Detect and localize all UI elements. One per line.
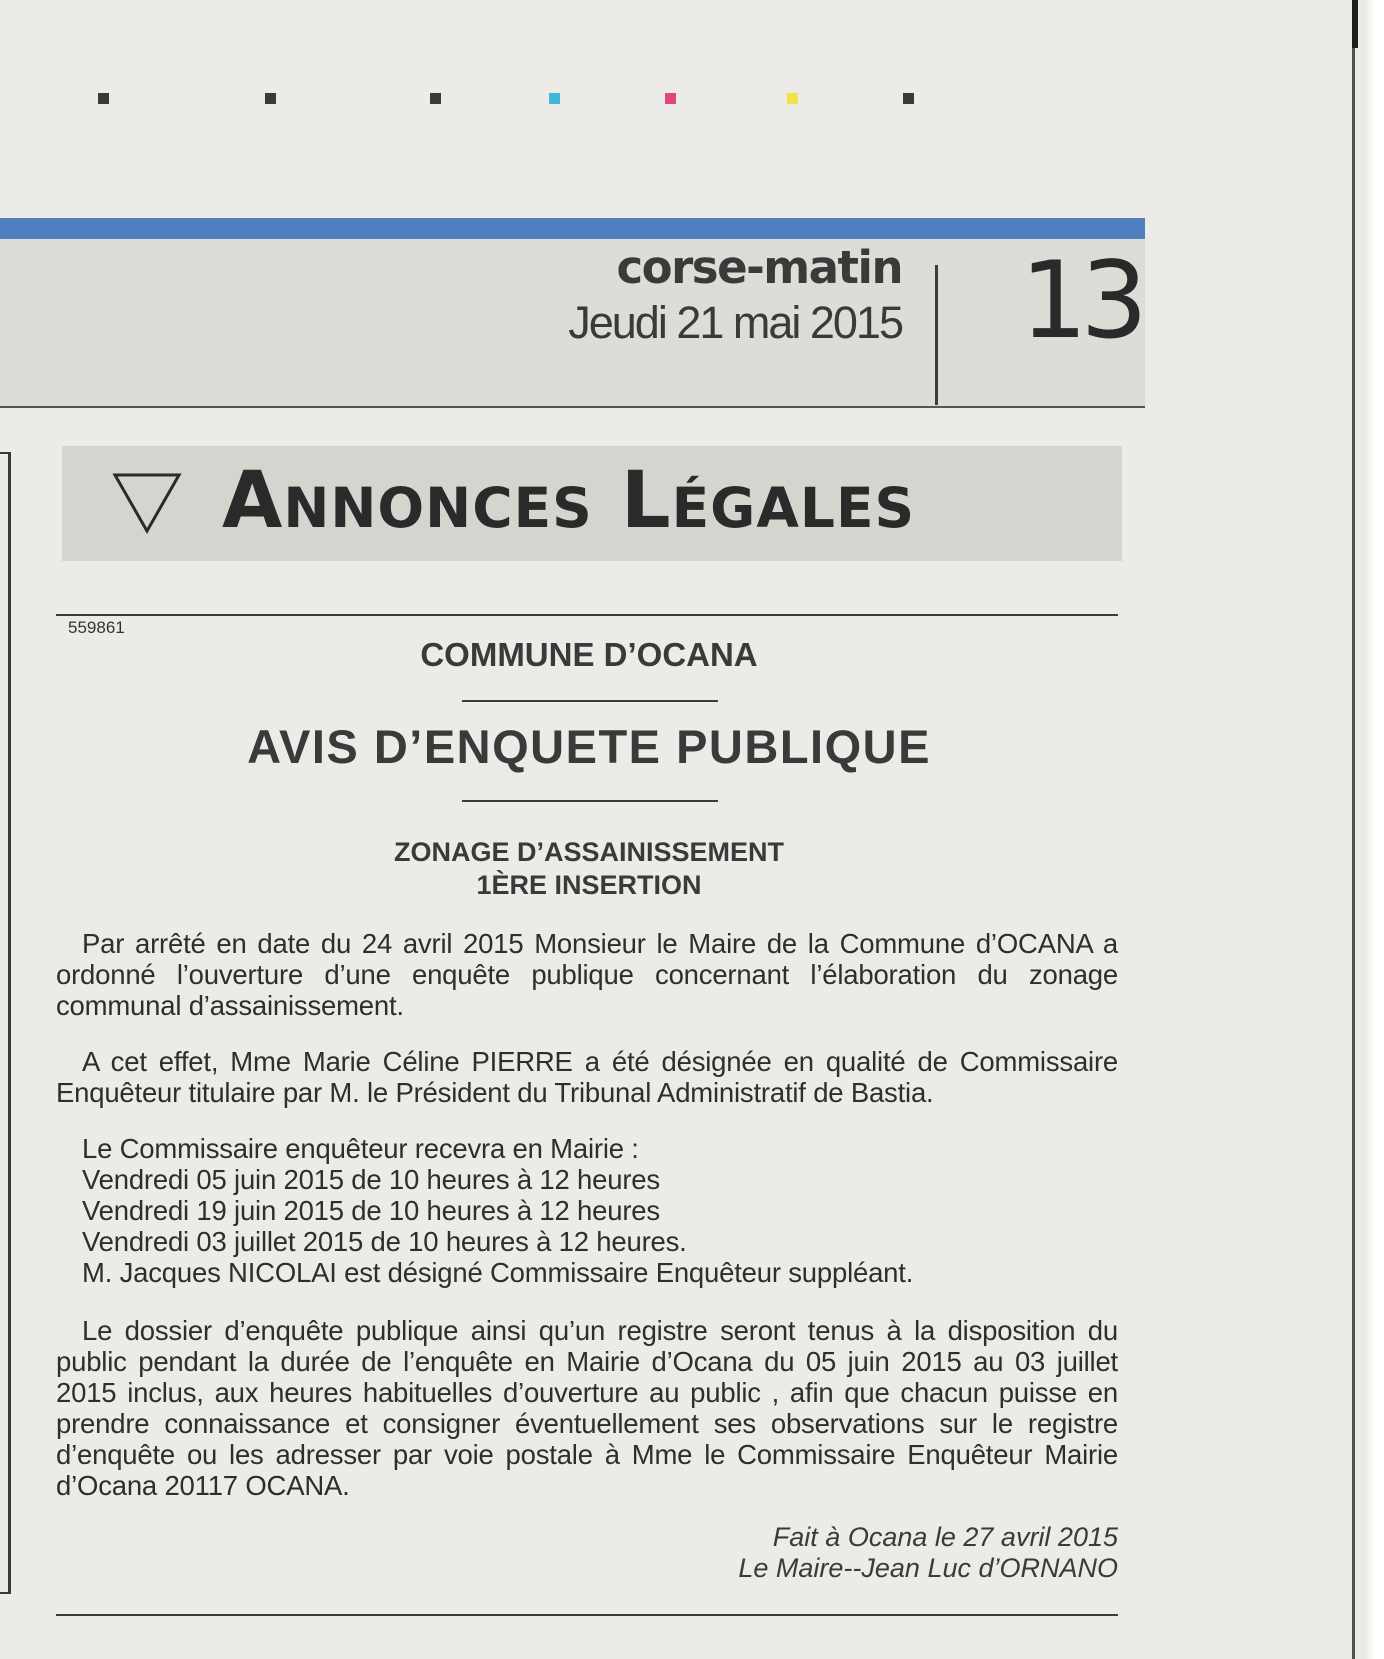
page-number: 13: [1020, 239, 1141, 362]
signature-mayor: Le Maire--Jean Luc d’ORNANO: [738, 1553, 1118, 1583]
adjacent-column-border: [0, 452, 11, 1594]
title-divider-top: [462, 700, 718, 702]
triangle-down-icon: [112, 472, 182, 534]
section-title: Annonces Légales: [222, 456, 916, 546]
masthead-divider: [935, 265, 938, 405]
signature-block: [738, 1522, 1118, 1584]
schedule-item: Vendredi 03 juillet 2015 de 10 heures à 12 heures.: [82, 1226, 687, 1257]
substitute-commissioner: M. Jacques NICOLAI est désigné Commissaire Enquêteur suppléant.: [82, 1257, 914, 1288]
commune-name: COMMUNE D’OCANA: [420, 636, 758, 673]
page-edge-line: [1352, 0, 1355, 1659]
signature-place-date: Fait à Ocana le 27 avril 2015: [772, 1522, 1118, 1552]
registration-mark: [430, 93, 441, 104]
subtitle-line: 1ÈRE INSERTION: [476, 870, 702, 900]
page-edge: [1362, 0, 1384, 1659]
notice-reference-number: 559861: [68, 618, 125, 637]
issue-date: Jeudi 21 mai 2015: [568, 297, 902, 348]
schedule-item: Vendredi 05 juin 2015 de 10 heures à 12 heures: [82, 1164, 660, 1195]
body-paragraph: A cet effet, Mme Marie Céline PIERRE a été désignée en qualité de Commissaire Enquêteur titulaire par M. le Président du Tribunal Administratif de Bastia.: [56, 1046, 1118, 1108]
title-divider-bottom: [462, 800, 718, 802]
notice-bottom-rule: [56, 1614, 1118, 1616]
registration-mark: [265, 93, 276, 104]
schedule-block: [56, 1133, 1118, 1288]
notice-body: [56, 928, 1118, 1021]
notice-subtitle: [56, 836, 1122, 902]
page-edge-mark: [1352, 0, 1358, 48]
registration-mark: [903, 93, 914, 104]
subtitle-line: ZONAGE D’ASSAINISSEMENT: [393, 837, 785, 867]
notice-body: [56, 1315, 1118, 1501]
notice-body: [56, 1046, 1118, 1108]
notice-top-rule: [56, 614, 1118, 616]
notice-title: AVIS D’ENQUETE PUBLIQUE: [247, 720, 931, 773]
body-paragraph: Le dossier d’enquête publique ainsi qu’un registre seront tenus à la disposition du public pendant la durée de l’enquête en Mairie d’Ocana du 05 juin 2015 au 03 juillet 2015 inclus, aux heures habituelles d’ouverture au public , afin que chacun puisse en prendre connaissance et consigner éventuellement ses observations sur le registre d’enquête ou les adresser par voie postale à Mme le Commissaire Enquêteur Mairie d’Ocana 20117 OCANA.: [56, 1315, 1118, 1501]
registration-mark: [98, 93, 109, 104]
registration-mark: [665, 93, 676, 104]
masthead: [568, 241, 902, 348]
header-accent-rule: [0, 218, 1145, 239]
registration-mark: [787, 93, 798, 104]
newspaper-name: corse-matin: [616, 241, 902, 294]
schedule-intro: Le Commissaire enquêteur recevra en Mairie :: [82, 1133, 639, 1164]
schedule-item: Vendredi 19 juin 2015 de 10 heures à 12 heures: [82, 1195, 660, 1226]
registration-mark: [549, 93, 560, 104]
body-paragraph: Par arrêté en date du 24 avril 2015 Monsieur le Maire de la Commune d’OCANA a ordonné l’ouverture d’une enquête publique concernant l’élaboration du zonage communal d’assainissement.: [56, 928, 1118, 1021]
